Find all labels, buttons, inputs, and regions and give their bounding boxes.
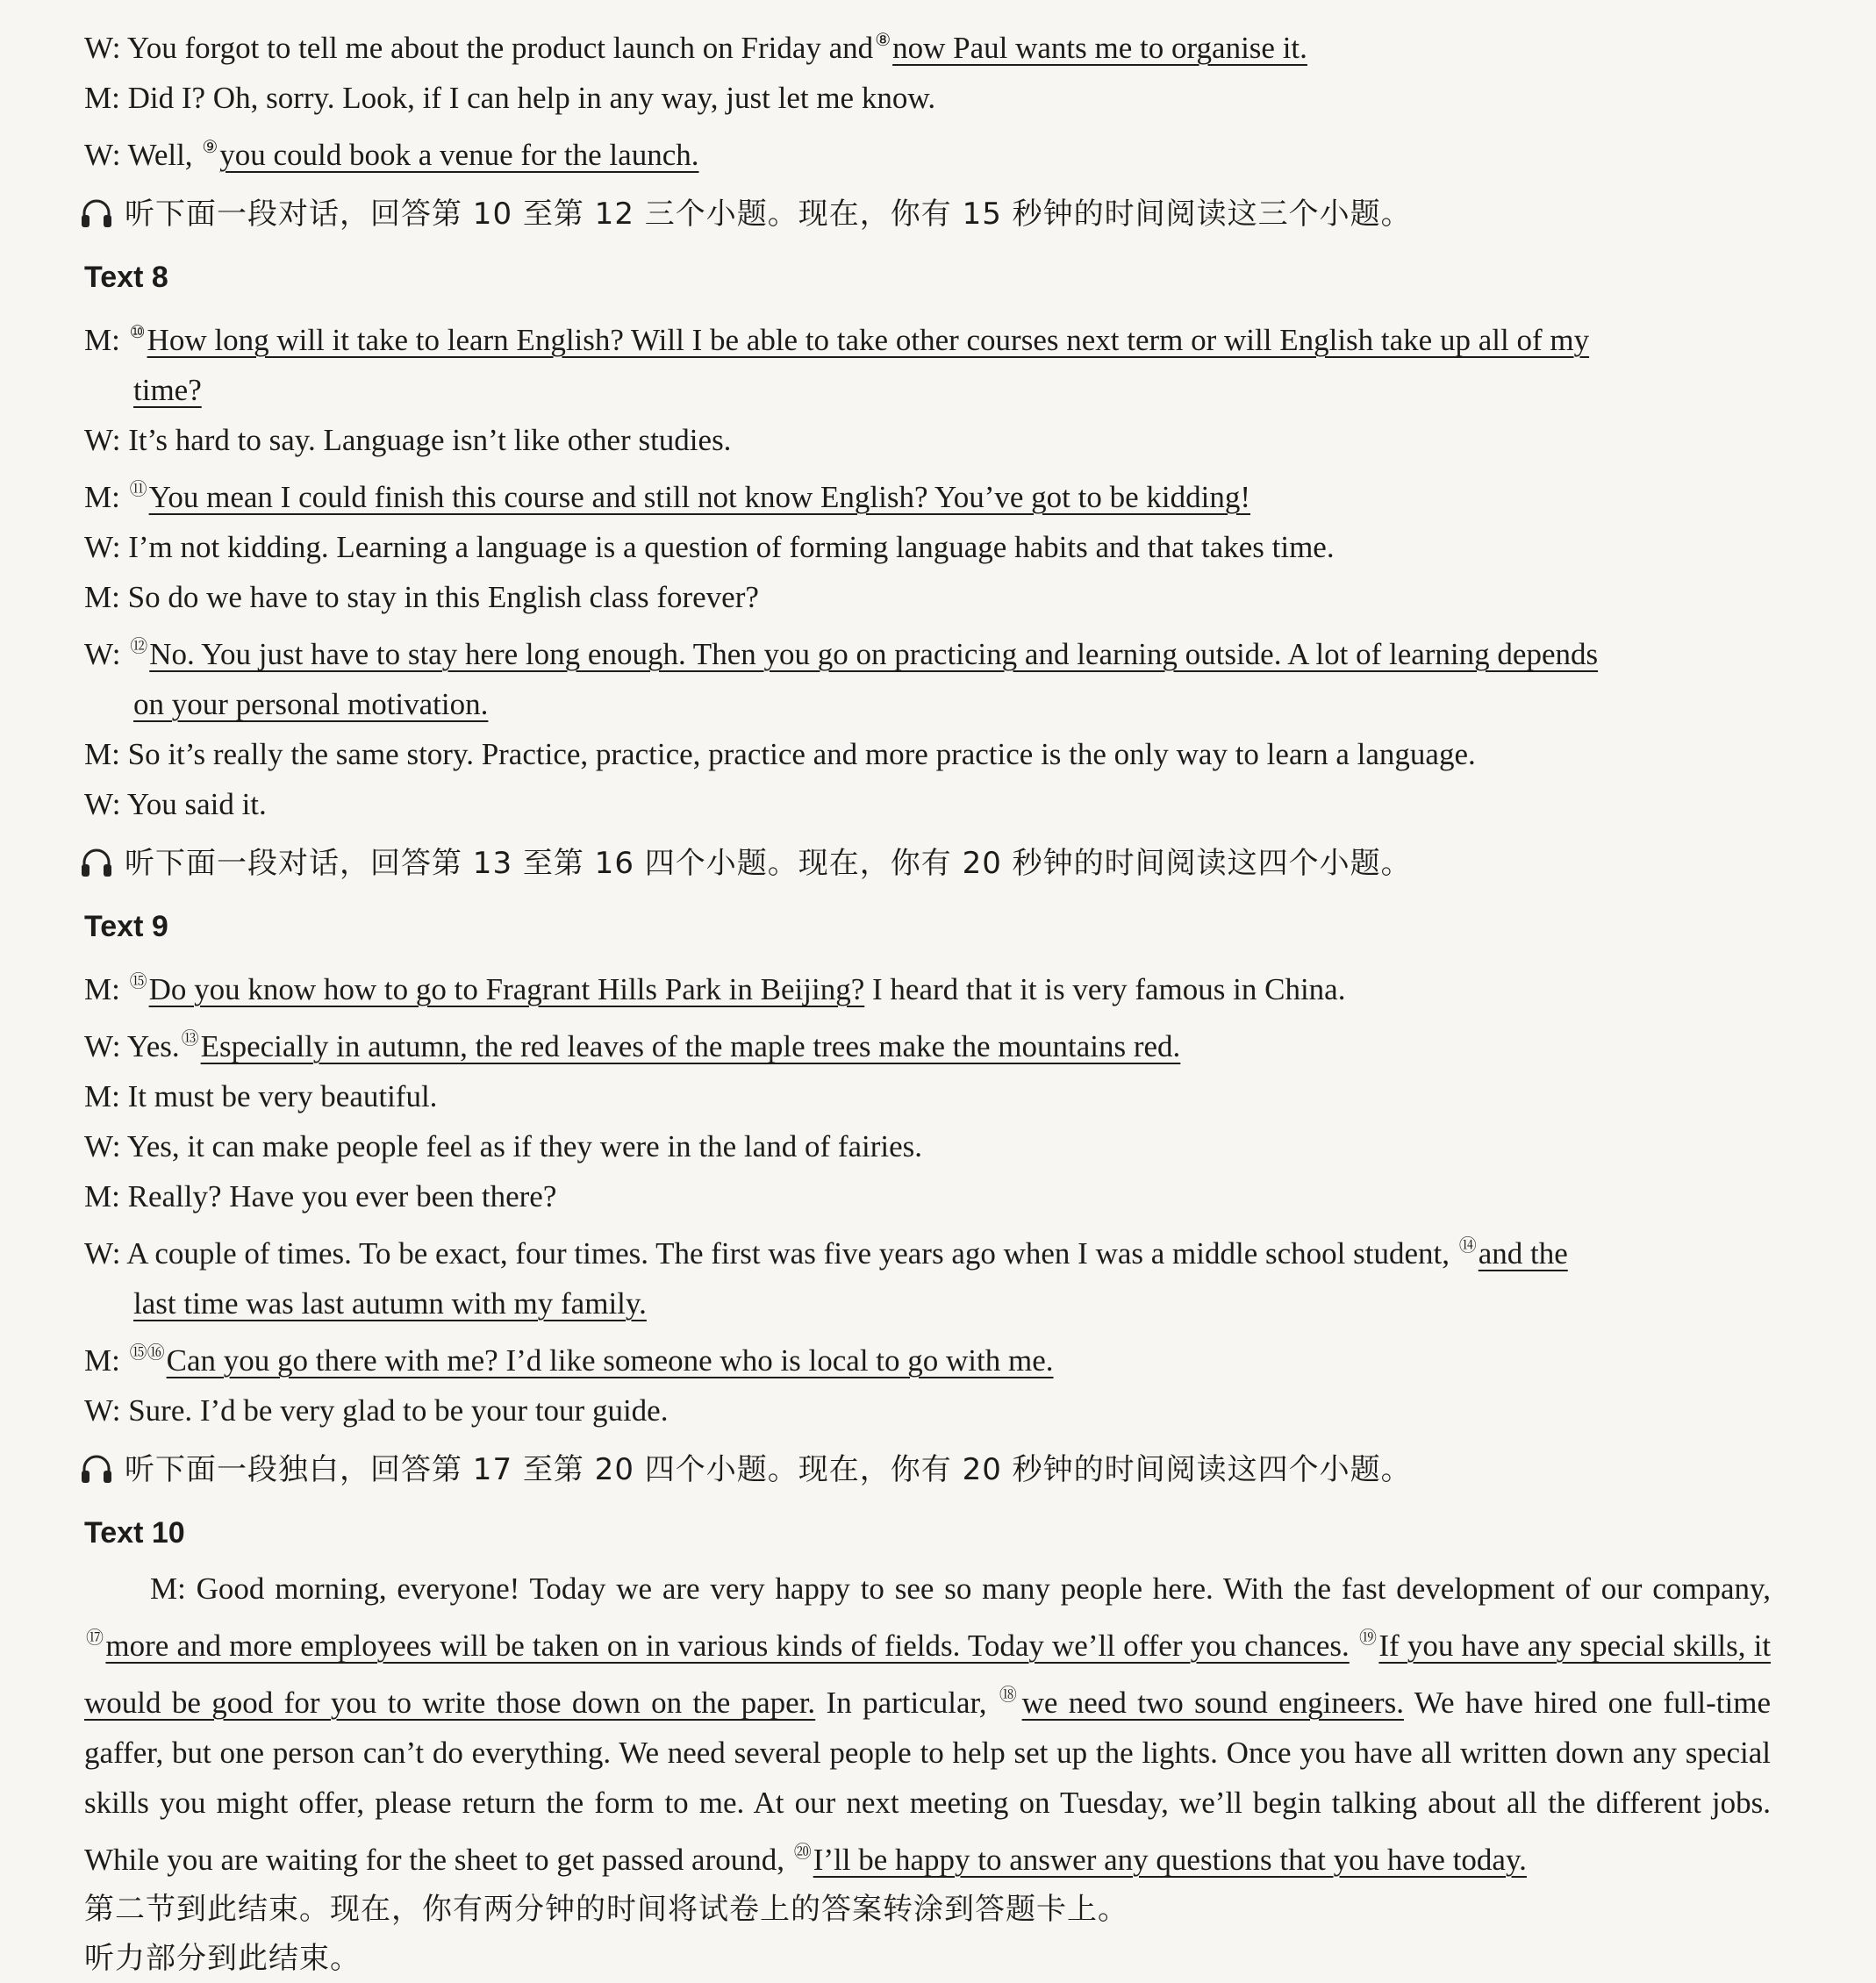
underlined-answer: now Paul wants me to organise it. — [892, 31, 1307, 65]
monologue-text: M: Good morning, everyone! Today we are very happy to see so many people here. With the fast development of our company, — [150, 1571, 1771, 1606]
underlined-answer: and the — [1478, 1236, 1568, 1271]
dialogue-line — [84, 1071, 1771, 1121]
speaker: M: — [84, 1179, 120, 1213]
speaker: W: — [84, 530, 121, 564]
dialogue-line — [84, 1014, 1771, 1071]
dialogue-text: I heard that it is very famous in China. — [864, 972, 1346, 1006]
dialogue-line — [84, 465, 1771, 522]
speaker: W: — [84, 1393, 121, 1428]
dialogue-text: Sure. I’d be very glad to be your tour guide. — [128, 1393, 669, 1428]
dialogue-text: So do we have to stay in this English class forever? — [127, 580, 759, 614]
dialogue-line-continued — [84, 365, 1771, 415]
question-marker: ⑳ — [793, 1843, 812, 1862]
dialogue-line — [84, 123, 1771, 180]
dialogue-text: I’m not kidding. Learning a language is a question of forming language habits and that takes time. — [128, 530, 1335, 564]
speaker: W: — [84, 1129, 121, 1163]
speaker: M: — [84, 1079, 120, 1113]
speaker: M: — [84, 580, 120, 614]
underlined-answer: Especially in autumn, the red leaves of the maple trees make the mountains red. — [200, 1029, 1181, 1063]
question-marker: ⑱ — [999, 1686, 1020, 1705]
text-heading: Text 8 — [84, 261, 168, 294]
underlined-answer: Can you go there with me? I’d like someone who is local to go with me. — [166, 1343, 1054, 1378]
listening-instruction — [79, 834, 1771, 892]
speaker: W: — [84, 1029, 121, 1063]
underlined-answer: If you have any special skills, it would be good for you to write those down on the paper. — [84, 1629, 1772, 1720]
dialogue-line — [84, 1385, 1771, 1435]
listening-instruction — [79, 1441, 1771, 1499]
dialogue-line — [84, 957, 1771, 1014]
headphones-icon — [79, 196, 114, 231]
question-marker: ⑨ — [202, 138, 218, 157]
speaker: W: — [84, 31, 121, 65]
speaker: M: — [84, 480, 120, 514]
dialogue-line — [84, 572, 1771, 622]
dialogue-text: So it’s really the same story. Practice, practice, practice and more practice is the only way to learn a language. — [127, 737, 1476, 771]
speaker: W: — [84, 787, 121, 821]
dialogue-line — [84, 415, 1771, 465]
speaker: M: — [84, 81, 120, 115]
listening-end-note: 听力部分到此结束。 — [84, 1941, 361, 1976]
monologue-text: In particular, — [815, 1686, 998, 1720]
underlined-answer: I’ll be happy to answer any questions that you have today. — [813, 1843, 1527, 1877]
question-marker: ⑩ — [129, 323, 146, 342]
question-marker: ⑮⑯ — [129, 1343, 165, 1363]
monologue-text: We have hired one full-time gaffer, but one person can’t do everything. We need several people to help set up the lights. Once you have all written down any special skills you might offer, please return the form to me. At our next meeting on Tuesday, we’ll begin talking about all the different jobs. While you are waiting for the sheet to get passed around, — [84, 1686, 1772, 1877]
headphones-icon — [79, 1451, 114, 1486]
dialogue-text: Did I? Oh, sorry. Look, if I can help in any way, just let me know. — [127, 81, 936, 115]
dialogue-line — [84, 308, 1771, 365]
dialogue-text: Really? Have you ever been there? — [127, 1179, 557, 1213]
dialogue-line — [84, 1121, 1771, 1171]
instruction-text: 听下面一段独白，回答第 17 至第 20 四个小题。现在，你有 20 秒钟的时间阅读这四个小题。 — [125, 1452, 1412, 1487]
underlined-answer: you could book a venue for the launch. — [219, 138, 699, 172]
speaker: M: — [84, 323, 120, 357]
dialogue-text: It must be very beautiful. — [127, 1079, 438, 1113]
dialogue-line-continued — [84, 679, 1771, 729]
dialogue-line — [84, 16, 1771, 73]
speaker: M: — [84, 737, 120, 771]
speaker: M: — [84, 972, 120, 1006]
dialogue-line — [84, 73, 1771, 123]
speaker: W: — [84, 423, 121, 457]
question-marker: ⑭ — [1458, 1236, 1477, 1256]
question-marker: ⑪ — [129, 480, 147, 499]
underlined-answer: we need two sound engineers. — [1021, 1686, 1404, 1720]
dialogue-text: Yes. — [126, 1029, 180, 1063]
dialogue-line — [84, 1328, 1771, 1385]
dialogue-line — [84, 1221, 1771, 1278]
question-marker: ⑬ — [181, 1029, 199, 1049]
speaker: M: — [84, 1343, 120, 1378]
underlined-answer: How long will it take to learn English? Will I be able to take other courses next term or will English take up all of my — [147, 323, 1590, 357]
dialogue-line — [84, 1171, 1771, 1221]
listening-instruction — [79, 185, 1771, 243]
dialogue-text: Yes, it can make people feel as if they were in the land of fairies. — [126, 1129, 923, 1163]
underlined-answer: more and more employees will be taken on in various kinds of fields. Today we’ll offer you chances. — [105, 1629, 1350, 1663]
dialogue-line — [84, 622, 1771, 679]
headphones-icon — [79, 845, 114, 880]
question-marker: ⑰ — [86, 1629, 104, 1648]
question-marker: ⑫ — [130, 637, 148, 656]
instruction-text: 听下面一段对话，回答第 13 至第 16 四个小题。现在，你有 20 秒钟的时间阅读这四个小题。 — [125, 846, 1412, 881]
speaker: W: — [84, 637, 121, 671]
underlined-answer: time? — [133, 373, 202, 407]
section-end-note: 第二节到此结束。现在，你有两分钟的时间将试卷上的答案转涂到答题卡上。 — [84, 1892, 1128, 1927]
question-marker: ⑧ — [875, 31, 891, 50]
underlined-answer: on your personal motivation. — [133, 687, 489, 721]
dialogue-line — [84, 729, 1771, 779]
dialogue-text: You forgot to tell me about the product launch on Friday and — [126, 31, 874, 65]
text-heading: Text 9 — [84, 910, 168, 943]
question-marker: ⑲ — [1358, 1629, 1378, 1648]
text-heading: Text 10 — [84, 1516, 185, 1550]
speaker: W: — [84, 1236, 121, 1271]
dialogue-text: It’s hard to say. Language isn’t like other studies. — [128, 423, 732, 457]
dialogue-line-continued — [84, 1278, 1771, 1328]
dialogue-text: A couple of times. To be exact, four times. The first was five years ago when I was a middle school student, — [126, 1236, 1457, 1271]
speaker: W: — [84, 138, 121, 172]
instruction-text: 听下面一段对话，回答第 10 至第 12 三个小题。现在，你有 15 秒钟的时间阅读这三个小题。 — [125, 197, 1412, 232]
question-marker: ⑮ — [129, 972, 147, 992]
underlined-answer: last time was last autumn with my family. — [133, 1286, 647, 1321]
dialogue-line — [84, 779, 1771, 829]
dialogue-text: Well, — [127, 138, 201, 172]
underlined-answer: You mean I could finish this course and still not know English? You’ve got to be kidding! — [148, 480, 1251, 514]
underlined-answer: Do you know how to go to Fragrant Hills Park in Beijing? — [148, 972, 865, 1006]
dialogue-text: You said it. — [126, 787, 267, 821]
dialogue-line — [84, 522, 1771, 572]
underlined-answer: No. You just have to stay here long enough. Then you go on practicing and learning outside. A lot of learning depends — [149, 637, 1599, 671]
monologue-paragraph — [84, 1564, 1771, 1885]
